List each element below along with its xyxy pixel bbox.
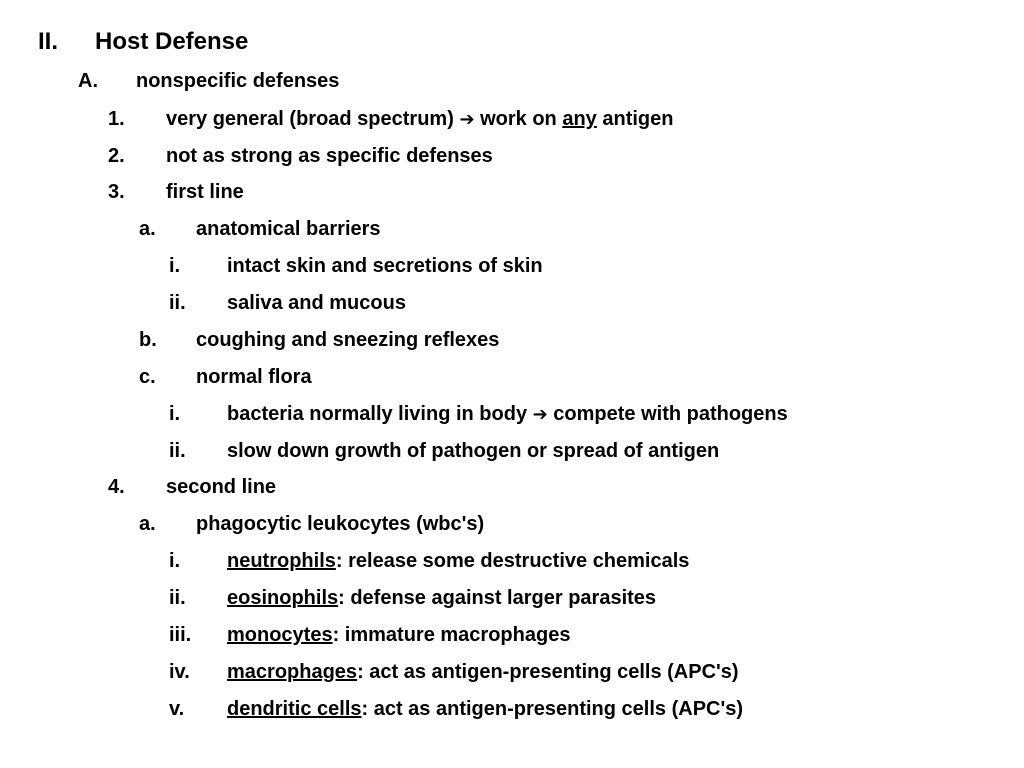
item-text: intact skin and secretions of skin xyxy=(227,255,543,277)
item-text: second line xyxy=(166,476,277,498)
item-text xyxy=(227,621,570,649)
item-text: slow down growth of pathogen or spread of antigen xyxy=(227,440,720,462)
item-marker: 4. xyxy=(108,476,125,498)
underlined-term: any xyxy=(562,108,597,130)
item-text: nonspecific defenses xyxy=(136,70,340,92)
item-marker: 2. xyxy=(108,145,125,167)
item-marker: 1. xyxy=(108,108,125,130)
item-marker: 3. xyxy=(108,181,125,203)
item-marker: i. xyxy=(169,255,181,277)
item-marker: a. xyxy=(139,218,156,240)
item-marker: c. xyxy=(139,366,156,388)
item-text: Host Defense xyxy=(95,28,249,55)
item-text-part: : immature macrophages xyxy=(332,624,571,646)
underlined-term: neutrophils xyxy=(227,550,336,572)
item-text-part: : defense against larger parasites xyxy=(338,587,657,609)
item-marker: II. xyxy=(38,28,59,55)
item-text: saliva and mucous xyxy=(227,292,406,314)
arrow-right-icon: ➔ xyxy=(532,404,548,425)
item-text-part: bacteria normally living in body xyxy=(227,403,533,425)
item-text xyxy=(227,658,739,686)
item-marker: i. xyxy=(169,403,181,425)
item-marker: a. xyxy=(139,513,156,535)
item-text: not as strong as specific defenses xyxy=(166,145,493,167)
item-marker: ii. xyxy=(169,292,186,314)
item-marker: A. xyxy=(78,70,98,92)
underlined-term: monocytes xyxy=(227,624,333,646)
item-text-part: : act as antigen-presenting cells (APC's) xyxy=(357,661,739,683)
item-text: anatomical barriers xyxy=(196,218,381,240)
item-text-part: antigen xyxy=(596,108,674,130)
item-text-part: compete with pathogens xyxy=(547,403,788,425)
item-text: phagocytic leukocytes (wbc's) xyxy=(196,513,485,535)
item-marker: b. xyxy=(139,329,157,351)
item-text xyxy=(227,695,743,723)
item-marker: ii. xyxy=(169,587,186,609)
item-text xyxy=(227,584,656,612)
item-text xyxy=(227,547,689,575)
arrow-right-icon: ➔ xyxy=(459,109,475,130)
item-text-part: : act as antigen-presenting cells (APC's) xyxy=(361,698,744,720)
item-marker: iii. xyxy=(169,624,192,646)
item-marker: ii. xyxy=(169,440,186,462)
item-text: coughing and sneezing reflexes xyxy=(196,329,500,351)
item-marker: i. xyxy=(169,550,181,572)
item-marker: v. xyxy=(169,698,185,720)
underlined-term: eosinophils xyxy=(227,587,339,609)
item-text-part: very general (broad spectrum) xyxy=(166,108,460,130)
underlined-term: macrophages xyxy=(227,661,358,683)
item-text-part: work on xyxy=(474,108,563,130)
underlined-term: dendritic cells xyxy=(227,698,362,720)
item-text: first line xyxy=(166,181,244,203)
item-text-part: : release some destructive chemicals xyxy=(335,550,690,572)
item-marker: iv. xyxy=(169,661,190,683)
item-text xyxy=(166,105,673,134)
item-text xyxy=(227,400,788,429)
item-text: normal flora xyxy=(196,366,312,388)
